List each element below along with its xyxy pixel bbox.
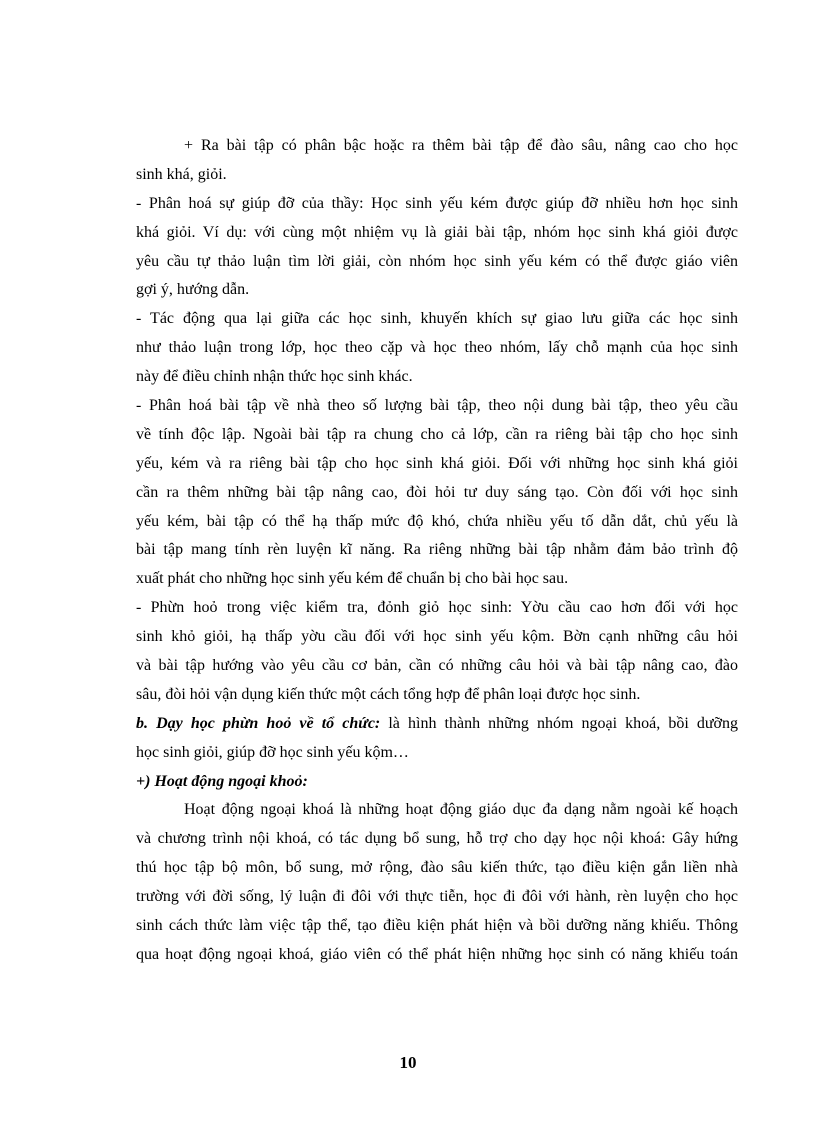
paragraph-line: - Phân hoá bài tập về nhà theo số lượng bài tập, theo nội dung bài tập, theo yêu cầu [136, 397, 738, 415]
section-b-line [136, 710, 738, 739]
subheading: +) Hoạt động ngoại khoỏ: [136, 772, 308, 790]
paragraph-line: và bài tập hướng vào yêu cầu cơ bản, cần có những câu hỏi và bài tập nâng cao, đào [136, 657, 738, 675]
paragraph-line: xuất phát cho những học sinh yếu kém để chuẩn bị cho bài học sau. [136, 570, 569, 588]
section-b-heading: b. Dạy học phừn hoỏ về tổ chức: [136, 714, 381, 732]
section-b-continuation: học sinh giỏi, giúp đỡ học sinh yếu kộm… [136, 743, 409, 761]
paragraph-line: - Phân hoá sự giúp đỡ của thầy: Học sinh yếu kém được giúp đỡ nhiều hơn học sinh [136, 194, 738, 212]
body-text [136, 132, 738, 970]
paragraph-line: yếu kém, bài tập có thể hạ thấp mức độ khó, chứa nhiều yếu tố dẫn dắt, chủ yếu là [136, 512, 738, 530]
paragraph-line: gợi ý, hướng dẫn. [136, 281, 250, 299]
paragraph-line: yêu cầu tự thảo luận tìm lời giải, còn nhóm học sinh yếu kém có thể được giáo viên [136, 252, 738, 270]
section-b-text: là hình thành những nhóm ngoại khoá, bồi dưỡng [380, 714, 738, 732]
paragraph-line: - Phừn hoỏ trong việc kiểm tra, đỏnh giỏ học sinh: Yờu cầu cao hơn đối với học [136, 599, 738, 617]
paragraph-line: khá giỏi. Ví dụ: với cùng một nhiệm vụ là giải bài tập, nhóm học sinh khá giỏi được [136, 223, 738, 241]
paragraph-line: thú học tập bộ môn, bổ sung, mở rộng, đào sâu kiến thức, tạo điều kiện gắn liền nhà [136, 859, 738, 877]
paragraph-line: yếu, kém và ra riêng bài tập cho học sinh khá giỏi. Đối với những học sinh khá giỏi [136, 454, 738, 472]
paragraph-line: sinh cách thức làm việc tập thể, tạo điều kiện phát hiện và bồi dưỡng năng khiếu. Thông [136, 917, 738, 935]
paragraph-line: cần ra thêm những bài tập nâng cao, đòi hỏi tư duy sáng tạo. Còn đối với học sinh [136, 483, 738, 501]
paragraph-line: bài tập mang tính rèn luyện kĩ năng. Ra riêng những bài tập nhằm đảm bảo trình độ [136, 541, 738, 559]
page-number: 10 [399, 1053, 417, 1072]
paragraph-line: sâu, đòi hỏi vận dụng kiến thức một cách tổng hợp để phân loại được học sinh. [136, 685, 641, 703]
paragraph-line: trường với đời sống, lý luận đi đôi với thực tiễn, học đi đôi với hành, rèn luyện cho học [136, 888, 738, 906]
paragraph-line: này để điều chỉnh nhận thức học sinh khác. [136, 368, 413, 386]
paragraph-line: và chương trình nội khoá, có tác dụng bổ sung, hỗ trợ cho dạy học nội khoá: Gây hứng [136, 830, 738, 848]
paragraph-line: về tính độc lập. Ngoài bài tập ra chung cho cả lớp, cần ra riêng bài tập cho học sinh [136, 425, 738, 443]
paragraph-line: qua hoạt động ngoại khoá, giáo viên có thể phát hiện những học sinh có năng khiếu toán [136, 945, 738, 963]
paragraph-line: sinh khỏ giỏi, hạ thấp yờu cầu đối với học sinh yếu kộm. Bờn cạnh những câu hỏi [136, 628, 738, 646]
paragraph-line: Hoạt động ngoại khoá là những hoạt động giáo dục đa dạng nằm ngoài kế hoạch [184, 801, 738, 819]
paragraph-line: - Tác động qua lại giữa các học sinh, khuyến khích sự giao lưu giữa các học sinh [136, 310, 738, 328]
paragraph-line: sinh khá, giỏi. [136, 165, 227, 183]
paragraph-line: như thảo luận trong lớp, học theo cặp và học theo nhóm, lấy chỗ mạnh của học sinh [136, 339, 738, 357]
paragraph-line: + Ra bài tập có phân bậc hoặc ra thêm bài tập để đào sâu, nâng cao cho học [184, 137, 738, 154]
